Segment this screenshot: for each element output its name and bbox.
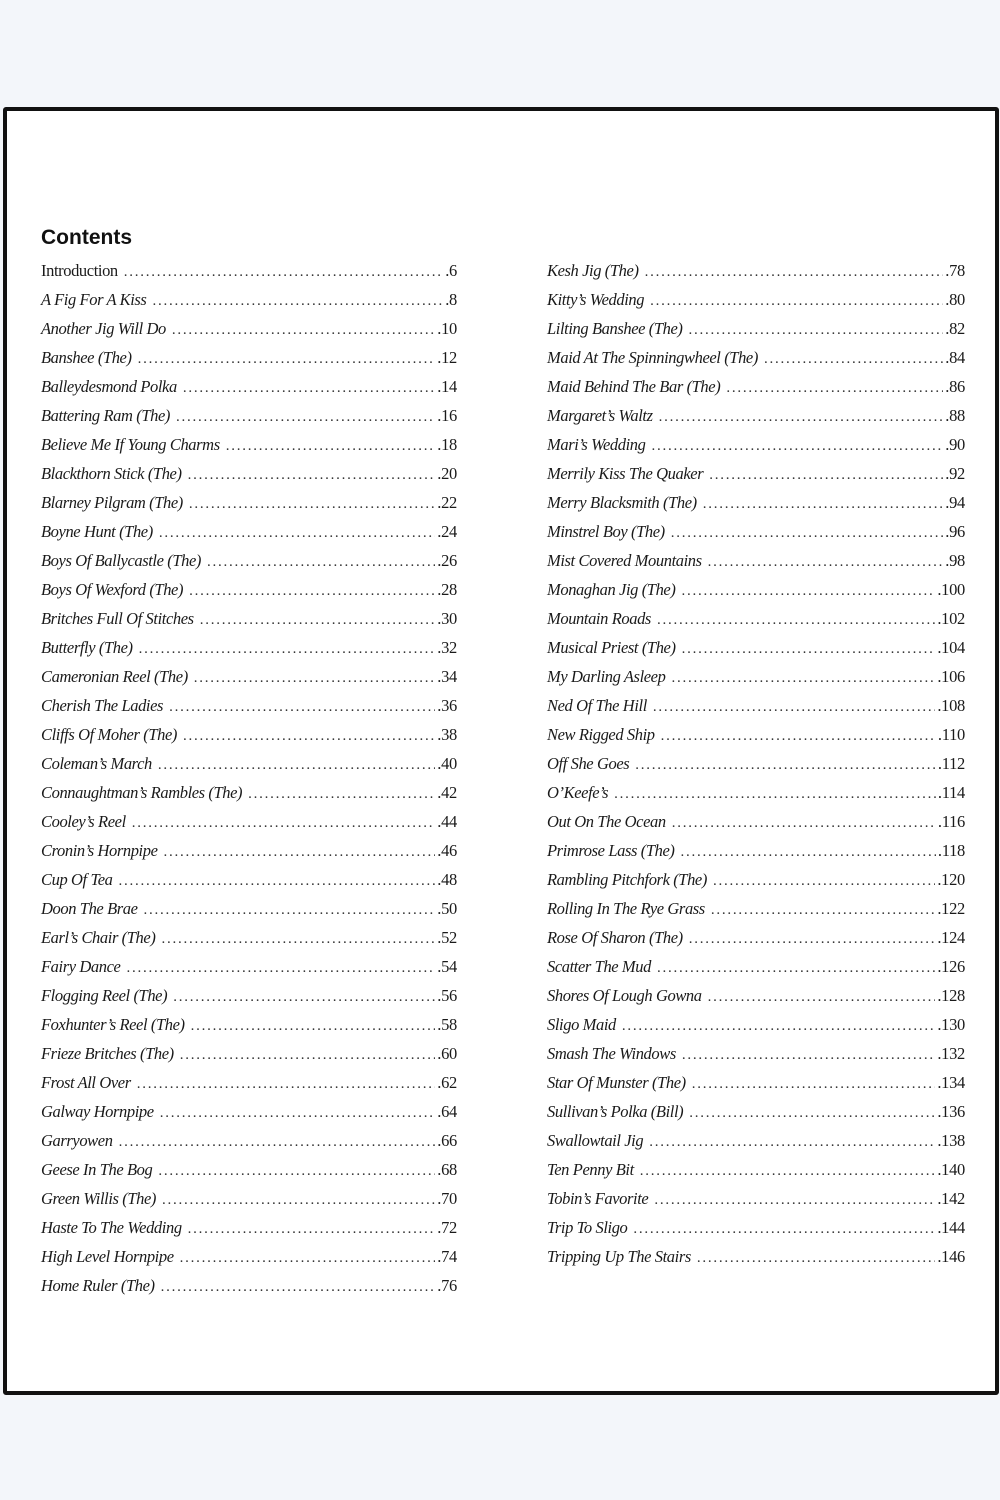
toc-entry-page-number: .58 [437,1015,457,1034]
dot-leader [689,316,944,345]
toc-entry [41,604,457,633]
dot-leader [708,983,936,1012]
toc-entry [41,401,457,430]
toc-entry [41,778,457,807]
toc-entry [547,285,965,314]
toc-entry-title: Boys Of Ballycastle (The) [41,551,201,570]
toc-entry [41,720,457,749]
toc-entry [547,807,965,836]
toc-entry [547,981,965,1010]
dot-leader [657,606,935,635]
dot-leader [671,664,935,693]
toc-entry-page-number: .62 [437,1073,457,1092]
toc-entry-page-number: .98 [945,551,965,570]
toc-entry-page-number: .6 [445,261,457,280]
toc-entry [41,1068,457,1097]
toc-entry-page-number: .72 [437,1218,457,1237]
toc-entry-title: Boys Of Wexford (The) [41,580,184,599]
toc-entry-page-number: .20 [437,464,457,483]
dot-leader [189,490,435,519]
toc-entry-title: Battering Ram (The) [41,406,170,425]
dot-leader [711,896,935,925]
dot-leader [622,1012,935,1041]
toc-entry-page-number: .36 [437,696,457,715]
toc-entry-page-number: .140 [937,1160,965,1179]
toc-entry-title: Banshee (The) [41,348,132,367]
toc-entry-title: Swallowtail Jig [547,1131,644,1150]
toc-entry-title: Believe Me If Young Charms [41,435,220,454]
toc-entry [547,343,965,372]
toc-entry-title: Sullivan’s Polka (Bill) [547,1102,684,1121]
toc-entry-page-number: .112 [937,754,965,773]
toc-entry [547,256,965,285]
toc-entry-page-number: .88 [945,406,965,425]
toc-entry-title: Tripping Up The Stairs [547,1247,691,1266]
toc-entry-title: Rolling In The Rye Grass [547,899,705,918]
dot-leader [138,345,436,374]
toc-entry-page-number: .32 [437,638,457,657]
toc-entry-page-number: .14 [437,377,457,396]
toc-entry [41,981,457,1010]
toc-entry-title: Scatter The Mud [547,957,651,976]
toc-entry-page-number: .60 [437,1044,457,1063]
toc-entry [41,285,457,314]
dot-leader [671,519,944,548]
toc-entry-title: Earl’s Chair (The) [41,928,156,947]
toc-entry-page-number: .136 [937,1102,965,1121]
toc-entry-title: Kesh Jig (The) [547,261,639,280]
contents-page [3,107,999,1395]
toc-entry [41,1213,457,1242]
toc-entry-page-number: .80 [945,290,965,309]
toc-entry-page-number: .128 [937,986,965,1005]
toc-entry [41,1039,457,1068]
dot-leader [689,1099,935,1128]
toc-entry-title: Blarney Pilgram (The) [41,493,183,512]
toc-entry-title: Flogging Reel (The) [41,986,168,1005]
toc-entry-page-number: .56 [437,986,457,1005]
dot-leader [189,577,435,606]
toc-entry [547,488,965,517]
toc-entry [547,1213,965,1242]
toc-entry [547,372,965,401]
toc-entry-page-number: .16 [437,406,457,425]
dot-leader [161,1273,436,1302]
toc-entry-page-number: .96 [945,522,965,541]
dot-leader [703,490,944,519]
toc-entry [41,517,457,546]
toc-entry-title: Merrily Kiss The Quaker [547,464,704,483]
toc-entry-title: Geese In The Bog [41,1160,153,1179]
toc-entry-title: Home Ruler (The) [41,1276,155,1295]
toc-entry-title: Butterfly (The) [41,638,133,657]
toc-entry-page-number: .44 [437,812,457,831]
toc-entry-title: Cliffs Of Moher (The) [41,725,177,744]
toc-entry [547,691,965,720]
toc-entry-title: Cherish The Ladies [41,696,164,715]
dot-leader [139,635,436,664]
toc-entry-title: Galway Hornpipe [41,1102,154,1121]
dot-leader [161,925,435,954]
toc-entry-page-number: .108 [937,696,965,715]
toc-entry-title: Star Of Munster (The) [547,1073,686,1092]
dot-leader [162,1186,435,1215]
toc-entry [547,662,965,691]
dot-leader [180,1041,436,1070]
toc-entry [547,459,965,488]
toc-entry [547,720,965,749]
dot-leader [692,1070,936,1099]
toc-entry-title: Ten Penny Bit [547,1160,634,1179]
dot-leader [158,1157,435,1186]
dot-leader [169,693,435,722]
toc-entry-title: Musical Priest (The) [547,638,676,657]
dot-leader [640,1157,936,1186]
toc-entry [547,1097,965,1126]
toc-entry-page-number: .104 [937,638,965,657]
toc-entry-title: Maid Behind The Bar (The) [547,377,721,396]
toc-entry [41,343,457,372]
toc-entry-page-number: .18 [437,435,457,454]
toc-entry-page-number: .86 [945,377,965,396]
toc-entry-page-number: .54 [437,957,457,976]
toc-entry-page-number: .124 [937,928,965,947]
toc-entry [41,575,457,604]
dot-leader [654,1186,935,1215]
toc-entry [41,894,457,923]
toc-entry [41,1184,457,1213]
toc-entry [41,1271,457,1300]
toc-entry [41,488,457,517]
toc-entry-page-number: .106 [937,667,965,686]
toc-entry [547,836,965,865]
toc-entry-page-number: .90 [945,435,965,454]
toc-entry-page-number: .142 [937,1189,965,1208]
toc-entry [41,372,457,401]
toc-entry-page-number: .82 [945,319,965,338]
toc-entry-title: Boyne Hunt (The) [41,522,153,541]
dot-leader [176,403,435,432]
toc-entry [41,691,457,720]
toc-entry-page-number: .130 [937,1015,965,1034]
dot-leader [137,1070,436,1099]
toc-entry-title: Tobin’s Favorite [547,1189,649,1208]
dot-leader [645,258,944,287]
toc-entry-title: Out On The Ocean [547,812,666,831]
toc-entry-page-number: .118 [937,841,965,860]
toc-entry-page-number: .66 [437,1131,457,1150]
toc-entry [41,1010,457,1039]
toc-entry [547,1184,965,1213]
toc-entry [41,749,457,778]
dot-leader [726,374,943,403]
toc-entry-page-number: .42 [437,783,457,802]
dot-leader [200,606,436,635]
dot-leader [144,896,436,925]
toc-right-column [547,256,965,1271]
dot-leader [682,635,936,664]
toc-entry-page-number: .120 [937,870,965,889]
toc-entry [41,836,457,865]
toc-entry [41,865,457,894]
dot-leader [207,548,435,577]
dot-leader [126,954,435,983]
dot-leader [709,461,943,490]
toc-entry [547,517,965,546]
dot-leader [119,1128,436,1157]
toc-entry-page-number: .48 [437,870,457,889]
toc-entry-title: Fairy Dance [41,957,121,976]
toc-entry [41,1155,457,1184]
toc-entry-page-number: .134 [937,1073,965,1092]
dot-leader [697,1244,935,1273]
toc-entry-page-number: .84 [945,348,965,367]
toc-entry-page-number: .8 [445,290,457,309]
toc-entry [41,430,457,459]
toc-entry-title: Mari’s Wedding [547,435,646,454]
dot-leader [160,1099,436,1128]
toc-entry-title: Frieze Britches (The) [41,1044,174,1063]
toc-entry-page-number: .10 [437,319,457,338]
toc-entry [547,1126,965,1155]
toc-entry [41,952,457,981]
toc-entry-title: Sligo Maid [547,1015,616,1034]
toc-entry-title: Smash The Windows [547,1044,676,1063]
toc-entry-title: Trip To Sligo [547,1218,628,1237]
dot-leader [158,751,435,780]
toc-entry [547,923,965,952]
toc-entry-title: Garryowen [41,1131,113,1150]
toc-entry [547,430,965,459]
toc-entry [547,401,965,430]
toc-entry-page-number: .28 [437,580,457,599]
toc-entry [547,778,965,807]
dot-leader [708,548,944,577]
dot-leader [672,809,936,838]
toc-entry-page-number: .102 [937,609,965,628]
toc-entry-page-number: .114 [937,783,965,802]
page-title: Contents [41,226,132,249]
toc-entry-title: Rambling Pitchfork (The) [547,870,707,889]
dot-leader [119,867,436,896]
dot-leader [659,403,944,432]
toc-entry-title: Monaghan Jig (The) [547,580,676,599]
toc-entry-title: Rose Of Sharon (The) [547,928,683,947]
dot-leader [152,287,443,316]
toc-entry-title: Kitty’s Wedding [547,290,645,309]
dot-leader [248,780,435,809]
dot-leader [635,751,936,780]
toc-entry-title: Cronin’s Hornpipe [41,841,158,860]
toc-entry [547,894,965,923]
toc-entry [547,546,965,575]
toc-entry-title: Cooley’s Reel [41,812,126,831]
dot-leader [689,925,936,954]
toc-entry-page-number: .100 [937,580,965,599]
toc-entry [41,1097,457,1126]
toc-entry-title: Margaret’s Waltz [547,406,653,425]
toc-entry-page-number: .144 [937,1218,965,1237]
toc-entry-page-number: .78 [945,261,965,280]
dot-leader [173,983,435,1012]
toc-entry [41,1242,457,1271]
dot-leader [188,461,436,490]
toc-entry [547,1039,965,1068]
toc-entry-title: Foxhunter’s Reel (The) [41,1015,185,1034]
toc-entry-page-number: .34 [437,667,457,686]
dot-leader [649,1128,935,1157]
toc-entry-page-number: .24 [437,522,457,541]
toc-entry-title: Green Willis (The) [41,1189,157,1208]
toc-entry [547,314,965,343]
dot-leader [180,1244,436,1273]
dot-leader [713,867,935,896]
dot-leader [183,722,435,751]
dot-leader [657,954,935,983]
dot-leader [188,1215,436,1244]
toc-entry-page-number: .76 [437,1276,457,1295]
toc-entry-page-number: .122 [937,899,965,918]
toc-entry-title: Cameronian Reel (The) [41,667,188,686]
toc-entry-title: Blackthorn Stick (The) [41,464,182,483]
toc-entry [547,1155,965,1184]
dot-leader [681,577,935,606]
toc-entry-title: Introduction [41,261,118,280]
toc-entry-title: Primrose Lass (The) [547,841,675,860]
toc-entry-title: Another Jig Will Do [41,319,166,338]
toc-entry [41,314,457,343]
toc-entry-page-number: .46 [437,841,457,860]
dot-leader [650,287,943,316]
toc-entry-page-number: .26 [437,551,457,570]
dot-leader [226,432,436,461]
dot-leader [764,345,943,374]
toc-entry-page-number: .138 [937,1131,965,1150]
toc-entry [41,459,457,488]
toc-entry [547,1010,965,1039]
toc-entry-title: Balleydesmond Polka [41,377,177,396]
toc-entry-page-number: .126 [937,957,965,976]
toc-entry [41,546,457,575]
toc-entry-page-number: .22 [437,493,457,512]
toc-entry [547,1068,965,1097]
toc-entry-title: My Darling Asleep [547,667,666,686]
toc-entry-page-number: .116 [937,812,965,831]
toc-entry-title: Mountain Roads [547,609,651,628]
toc-entry-title: Off She Goes [547,754,630,773]
toc-entry-title: Coleman’s March [41,754,152,773]
toc-entry-title: O’Keefe’s [547,783,609,802]
toc-entry-title: Minstrel Boy (The) [547,522,665,541]
dot-leader [191,1012,436,1041]
dot-leader [653,693,935,722]
dot-leader [172,316,435,345]
toc-entry-title: Connaughtman’s Rambles (The) [41,783,243,802]
toc-entry-page-number: .52 [437,928,457,947]
toc-entry-title: Britches Full Of Stitches [41,609,194,628]
toc-entry-title: Merry Blacksmith (The) [547,493,697,512]
toc-entry-title: High Level Hornpipe [41,1247,174,1266]
dot-leader [661,722,936,751]
toc-entry [41,256,457,285]
toc-entry-page-number: .12 [437,348,457,367]
toc-entry-page-number: .68 [437,1160,457,1179]
toc-entry-title: Lilting Banshee (The) [547,319,683,338]
dot-leader [132,809,436,838]
toc-entry-page-number: .110 [937,725,965,744]
toc-entry [41,633,457,662]
toc-entry-page-number: .40 [437,754,457,773]
dot-leader [633,1215,935,1244]
dot-leader [183,374,435,403]
toc-entry-page-number: .30 [437,609,457,628]
dot-leader [164,838,436,867]
toc-entry [547,604,965,633]
toc-entry-title: Frost All Over [41,1073,131,1092]
toc-entry-title: Ned Of The Hill [547,696,647,715]
dot-leader [682,1041,935,1070]
toc-entry [41,807,457,836]
toc-entry-page-number: .132 [937,1044,965,1063]
toc-entry [547,865,965,894]
toc-entry [41,923,457,952]
toc-entry-page-number: .146 [937,1247,965,1266]
toc-entry [41,662,457,691]
dot-leader [614,780,936,809]
toc-entry-page-number: .74 [437,1247,457,1266]
toc-entry [547,575,965,604]
toc-entry-title: Maid At The Spinningwheel (The) [547,348,758,367]
toc-entry-title: Cup Of Tea [41,870,113,889]
toc-entry-title: A Fig For A Kiss [41,290,147,309]
toc-entry [41,1126,457,1155]
toc-entry-page-number: .70 [437,1189,457,1208]
dot-leader [651,432,943,461]
toc-entry-page-number: .50 [437,899,457,918]
dot-leader [680,838,935,867]
toc-entry [547,1242,965,1271]
toc-entry-page-number: .38 [437,725,457,744]
toc-entry [547,952,965,981]
toc-entry-page-number: .64 [437,1102,457,1121]
toc-entry-page-number: .92 [945,464,965,483]
toc-entry-title: New Rigged Ship [547,725,655,744]
toc-entry-page-number: .94 [945,493,965,512]
toc-left-column [41,256,457,1300]
dot-leader [159,519,435,548]
toc-entry [547,749,965,778]
toc-entry-title: Mist Covered Mountains [547,551,702,570]
toc-entry-title: Haste To The Wedding [41,1218,182,1237]
toc-entry-title: Shores Of Lough Gowna [547,986,702,1005]
toc-entry-title: Doon The Brae [41,899,138,918]
toc-entry [547,633,965,662]
dot-leader [194,664,435,693]
dot-leader [124,258,443,287]
